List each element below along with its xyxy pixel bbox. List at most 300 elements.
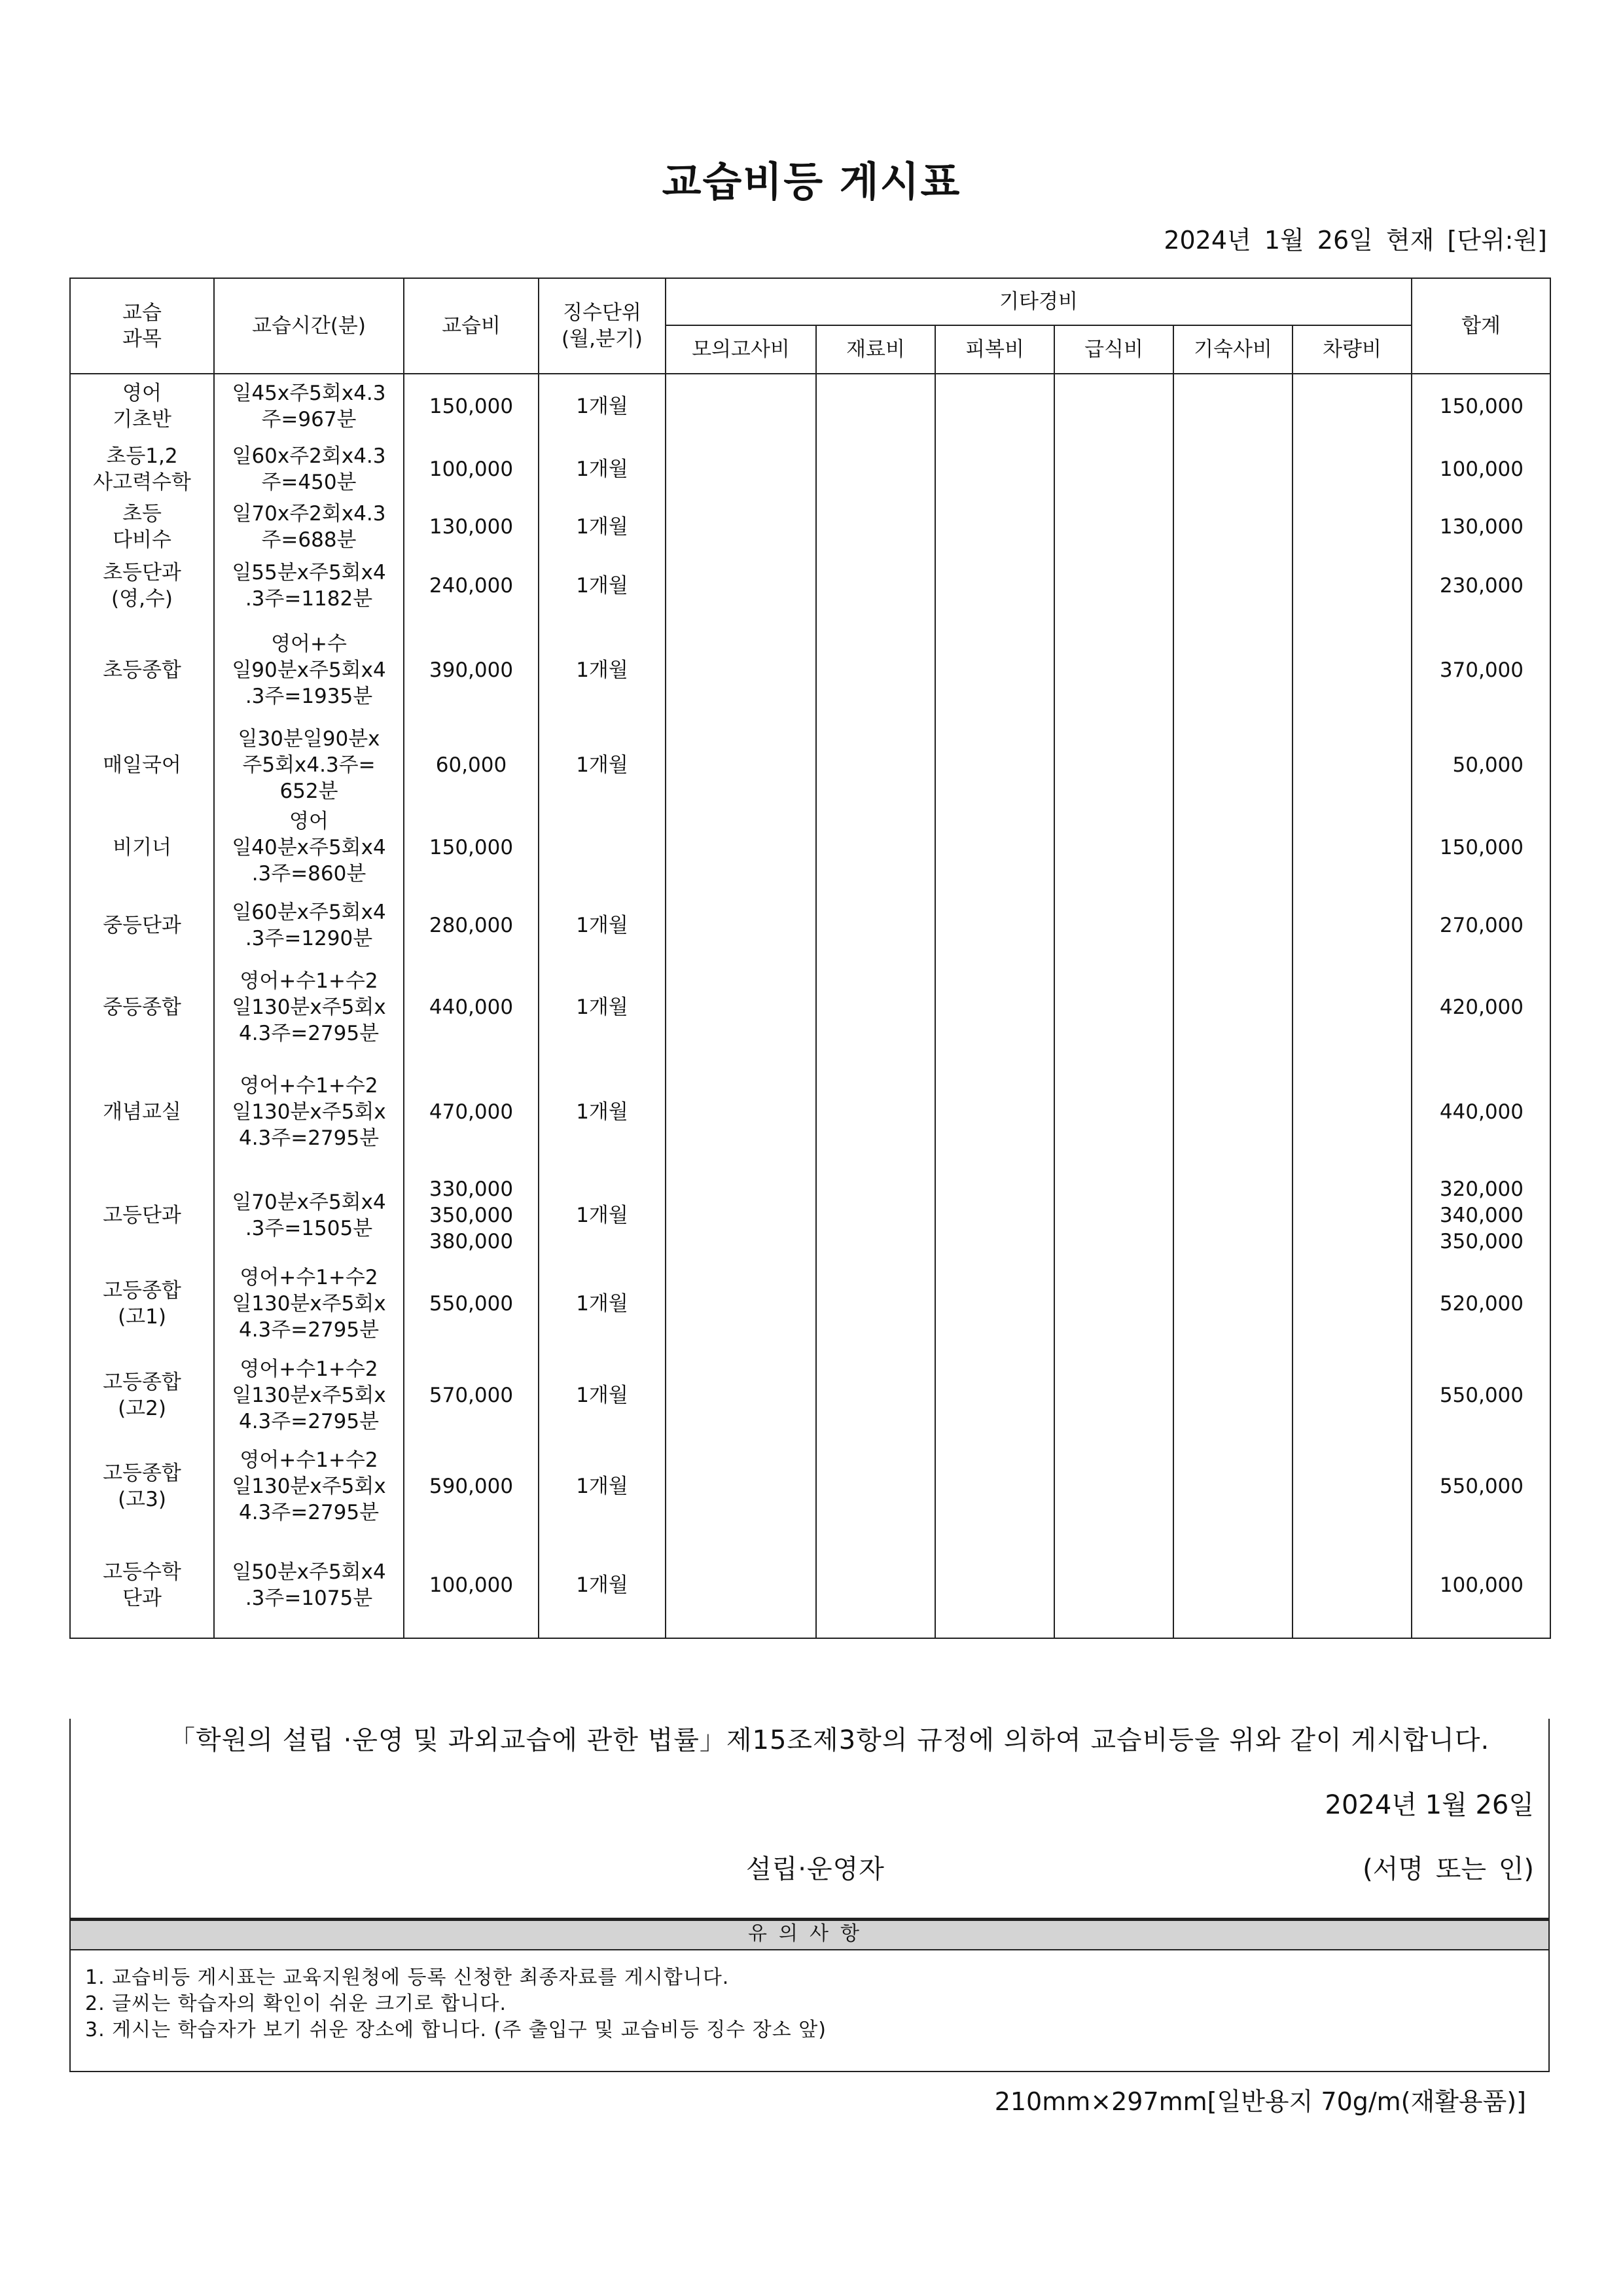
cell-other-expense (666, 722, 816, 808)
cell-other-expense (1173, 1441, 1293, 1532)
cell-time (214, 619, 404, 722)
cell-time-line: 주=688분 (261, 528, 357, 552)
cell-other-expense (1293, 1174, 1412, 1257)
cell-other-expense (1054, 1174, 1173, 1257)
cell-time-line: 일60분x주5회x4 (232, 901, 386, 924)
cell-other-expense (666, 438, 816, 501)
cell-other-expense (1173, 1174, 1293, 1257)
cell-total-line: 150,000 (1439, 836, 1524, 859)
cell-other-expense (1173, 1350, 1293, 1441)
cell-subject (70, 374, 214, 438)
cell-time-line: 영어+수 (271, 632, 347, 656)
cell-time (214, 887, 404, 964)
cell-other-expense (1293, 553, 1412, 619)
cell-other-expense (1173, 887, 1293, 964)
cell-fee (404, 1350, 539, 1441)
cell-total (1412, 887, 1550, 964)
cell-time-line: 일55분x주5회x4 (232, 561, 386, 584)
header-unit: 징수단위 (월,분기) (539, 278, 666, 374)
cell-other-expense (1173, 1532, 1293, 1638)
cell-other-expense (935, 1174, 1054, 1257)
table-row (70, 1350, 1550, 1441)
cell-subject (70, 1350, 214, 1441)
cell-total-line: 150,000 (1439, 394, 1524, 418)
cell-subject (70, 438, 214, 501)
cell-time-line: 일40분x주5회x4 (232, 836, 386, 859)
cell-subject (70, 808, 214, 887)
cell-time (214, 1350, 404, 1441)
cell-subject (70, 887, 214, 964)
cell-unit: 1개월 (539, 1350, 666, 1441)
fee-table (69, 278, 1551, 1639)
cell-time-line: 일70분x주5회x4 (232, 1191, 386, 1214)
cell-other-expense (816, 1050, 935, 1174)
cell-total (1412, 808, 1550, 887)
cell-time-line: .3주=1935분 (245, 685, 373, 708)
cell-time-line: .3주=1290분 (245, 927, 373, 950)
cell-total-line: 350,000 (1439, 1230, 1524, 1253)
header-clothing: 피복비 (935, 325, 1054, 374)
cell-fee (404, 1441, 539, 1532)
caution-title: 유의사항 (69, 1918, 1550, 1950)
cell-time-line: 주=967분 (261, 407, 357, 431)
cell-subject (70, 1050, 214, 1174)
cell-other-expense (666, 1350, 816, 1441)
cell-time (214, 1532, 404, 1638)
cell-other-expense (1293, 722, 1412, 808)
cell-fee (404, 619, 539, 722)
cell-other-expense (816, 808, 935, 887)
cell-other-expense (935, 1441, 1054, 1532)
header-total: 합계 (1412, 278, 1550, 374)
cell-unit: 1개월 (539, 1441, 666, 1532)
cell-other-expense (1054, 438, 1173, 501)
cell-other-expense (666, 1441, 816, 1532)
table-row (70, 808, 1550, 887)
cell-fee-line: 390,000 (429, 658, 514, 682)
cell-other-expense (1054, 501, 1173, 553)
header-materials: 재료비 (816, 325, 935, 374)
cell-time-line: 일90분x주5회x4 (232, 658, 386, 682)
cell-subject-line: 비기너 (113, 836, 171, 859)
cell-fee-line: 150,000 (429, 836, 514, 859)
cell-unit: 1개월 (539, 374, 666, 438)
cell-total-line: 340,000 (1439, 1204, 1524, 1227)
cell-other-expense (1293, 1532, 1412, 1638)
cell-other-expense (1173, 553, 1293, 619)
cell-fee (404, 964, 539, 1050)
cell-time (214, 722, 404, 808)
cell-total-line: 270,000 (1439, 914, 1524, 937)
cell-subject-line: 개념교실 (103, 1100, 181, 1124)
cell-fee-line: 100,000 (429, 457, 514, 481)
cell-other-expense (1293, 501, 1412, 553)
table-row (70, 1174, 1550, 1257)
cell-subject-line: 고등종합 (103, 1279, 181, 1302)
header-dormitory: 기숙사비 (1173, 325, 1293, 374)
cell-subject-line: 고등종합 (103, 1462, 181, 1485)
cell-total-line: 100,000 (1439, 1573, 1524, 1597)
cell-time-line: 652분 (279, 780, 338, 803)
cell-total-line: 100,000 (1439, 457, 1524, 481)
cell-fee-line: 150,000 (429, 394, 514, 418)
notice-date: 2024년 1월 26일 (1325, 1790, 1534, 1820)
cell-fee-line: 440,000 (429, 996, 514, 1019)
cell-total (1412, 619, 1550, 722)
cell-time-line: 일130분x주5회x (232, 996, 386, 1019)
table-row (70, 619, 1550, 722)
cell-time (214, 964, 404, 1050)
cell-unit: 1개월 (539, 722, 666, 808)
header-vehicle: 차량비 (1293, 325, 1412, 374)
cell-total (1412, 1532, 1550, 1638)
cell-other-expense (935, 887, 1054, 964)
table-row (70, 1050, 1550, 1174)
caution-item: 2. 글씨는 학습자의 확인이 쉬운 크기로 합니다. (85, 1992, 507, 2015)
cell-subject-line: 영어 (122, 381, 162, 405)
cell-other-expense (666, 1050, 816, 1174)
cell-time-line: 일60x주2회x4.3 (232, 444, 386, 468)
cell-total-line: 230,000 (1439, 574, 1524, 598)
cell-time-line: 영어+수1+수2 (240, 969, 378, 993)
cell-fee (404, 374, 539, 438)
cell-subject-line: 사고력수학 (93, 471, 191, 494)
cell-total (1412, 722, 1550, 808)
cell-other-expense (935, 501, 1054, 553)
cell-fee (404, 438, 539, 501)
cell-other-expense (666, 964, 816, 1050)
cell-other-expense (816, 722, 935, 808)
cell-fee (404, 1050, 539, 1174)
cell-other-expense (1173, 619, 1293, 722)
cell-total (1412, 553, 1550, 619)
cell-other-expense (1173, 1257, 1293, 1350)
cell-time-line: 영어+수1+수2 (240, 1074, 378, 1098)
cell-subject (70, 1532, 214, 1638)
cell-time (214, 1257, 404, 1350)
cell-other-expense (1173, 964, 1293, 1050)
cell-subject-line: (고1) (118, 1305, 166, 1329)
notice-box (69, 1719, 1550, 1920)
cell-other-expense (1054, 1350, 1173, 1441)
cell-time-line: .3주=1505분 (245, 1217, 373, 1240)
cell-time-line: 4.3주=2795분 (238, 1501, 380, 1524)
cell-time-line: 일130분x주5회x (232, 1292, 386, 1316)
cell-subject-line: 초등1,2 (106, 444, 178, 468)
cell-fee-line: 330,000 (429, 1177, 514, 1201)
cell-other-expense (666, 374, 816, 438)
cell-other-expense (1173, 501, 1293, 553)
cell-unit: 1개월 (539, 1257, 666, 1350)
cell-other-expense (1293, 438, 1412, 501)
cell-fee-line: 590,000 (429, 1475, 514, 1498)
cell-subject-line: 기초반 (113, 407, 171, 431)
cell-total (1412, 964, 1550, 1050)
cell-unit (539, 808, 666, 887)
cell-time-line: 4.3주=2795분 (238, 1318, 380, 1342)
cell-other-expense (666, 501, 816, 553)
cell-other-expense (1054, 722, 1173, 808)
cell-total (1412, 1174, 1550, 1257)
table-row (70, 722, 1550, 808)
cell-other-expense (935, 1257, 1054, 1350)
cell-time-line: 4.3주=2795분 (238, 1022, 380, 1045)
cell-other-expense (1293, 1441, 1412, 1532)
table-row (70, 1532, 1550, 1638)
cell-other-expense (1293, 964, 1412, 1050)
cell-other-expense (935, 1532, 1054, 1638)
table-row (70, 1441, 1550, 1532)
current-date-unit: 2024년 1월 26일 현재 [단위:원] (1164, 226, 1547, 255)
cell-fee (404, 808, 539, 887)
cell-unit: 1개월 (539, 887, 666, 964)
cell-total-line: 550,000 (1439, 1384, 1524, 1407)
cell-total (1412, 438, 1550, 501)
cell-other-expense (935, 1350, 1054, 1441)
cell-subject-line: 초등단과 (103, 561, 181, 584)
cell-total-line: 550,000 (1439, 1475, 1524, 1498)
cell-other-expense (816, 1257, 935, 1350)
cell-other-expense (666, 1174, 816, 1257)
cell-total-line: 370,000 (1439, 658, 1524, 682)
cell-subject-line: 단과 (122, 1586, 162, 1610)
cell-fee-line: 570,000 (429, 1384, 514, 1407)
cell-total (1412, 1257, 1550, 1350)
cell-fee-line: 130,000 (429, 515, 514, 539)
operator-label: 설립·운영자 (746, 1854, 885, 1884)
cell-subject-line: 고등종합 (103, 1371, 181, 1394)
header-fee: 교습비 (404, 278, 539, 374)
cell-subject-line: 초등 (122, 502, 162, 526)
caution-item: 1. 교습비등 게시표는 교육지원청에 등록 신청한 최종자료를 게시합니다. (85, 1966, 730, 1989)
cell-total (1412, 1350, 1550, 1441)
header-mock-exam: 모의고사비 (666, 325, 816, 374)
cell-fee-line: 550,000 (429, 1292, 514, 1316)
header-meals: 급식비 (1054, 325, 1173, 374)
cell-subject-line: 고등수학 (103, 1560, 181, 1584)
cell-total-line: 50,000 (1452, 753, 1524, 777)
cell-time (214, 501, 404, 553)
cell-time (214, 374, 404, 438)
cell-time-line: 일45x주5회x4.3 (232, 381, 386, 405)
cell-other-expense (1293, 808, 1412, 887)
cell-subject-line: 중등종합 (103, 996, 181, 1019)
cell-other-expense (816, 1532, 935, 1638)
cell-other-expense (816, 887, 935, 964)
cell-other-expense (816, 1441, 935, 1532)
cell-other-expense (935, 438, 1054, 501)
cell-total (1412, 501, 1550, 553)
cell-other-expense (1173, 438, 1293, 501)
cell-other-expense (1293, 619, 1412, 722)
cell-time-line: 일130분x주5회x (232, 1100, 386, 1124)
cell-subject-line: 중등단과 (103, 914, 181, 937)
table-row (70, 964, 1550, 1050)
cell-fee-line: 240,000 (429, 574, 514, 598)
cell-other-expense (816, 964, 935, 1050)
cell-other-expense (935, 553, 1054, 619)
header-time: 교습시간(분) (214, 278, 404, 374)
cell-unit: 1개월 (539, 501, 666, 553)
cell-total-line: 320,000 (1439, 1177, 1524, 1201)
cell-time (214, 553, 404, 619)
cell-other-expense (1173, 722, 1293, 808)
table-row (70, 438, 1550, 501)
cell-other-expense (1054, 887, 1173, 964)
cell-subject-line: 매일국어 (103, 753, 181, 777)
cell-other-expense (1293, 374, 1412, 438)
cell-time-line: .3주=1075분 (245, 1586, 373, 1610)
cell-unit: 1개월 (539, 964, 666, 1050)
cell-time-line: .3주=1182분 (245, 587, 373, 611)
cell-other-expense (1054, 1532, 1173, 1638)
cell-subject (70, 1257, 214, 1350)
cell-time (214, 1441, 404, 1532)
cell-time (214, 438, 404, 501)
cell-fee-line: 60,000 (435, 753, 507, 777)
cell-unit: 1개월 (539, 619, 666, 722)
cell-other-expense (1293, 1050, 1412, 1174)
cell-time-line: 일130분x주5회x (232, 1384, 386, 1407)
cell-time-line: 영어+수1+수2 (240, 1357, 378, 1381)
cell-time-line: 4.3주=2795분 (238, 1410, 380, 1433)
caution-list (69, 1950, 1550, 2072)
cell-other-expense (1054, 553, 1173, 619)
cell-subject (70, 553, 214, 619)
cell-other-expense (666, 887, 816, 964)
cell-total (1412, 1050, 1550, 1174)
cell-time-line: 일70x주2회x4.3 (232, 502, 386, 526)
cell-total (1412, 374, 1550, 438)
cell-subject (70, 501, 214, 553)
cell-time (214, 1050, 404, 1174)
cell-time (214, 1174, 404, 1257)
cell-fee-line: 380,000 (429, 1230, 514, 1253)
cell-other-expense (666, 808, 816, 887)
cell-other-expense (935, 964, 1054, 1050)
cell-subject (70, 619, 214, 722)
cell-other-expense (1054, 374, 1173, 438)
cell-time-line: 주5회x4.3주= (242, 753, 376, 777)
cell-subject-line: (영,수) (111, 587, 173, 611)
cell-subject-line: (고3) (118, 1488, 166, 1511)
cell-other-expense (816, 553, 935, 619)
cell-fee (404, 722, 539, 808)
cell-time (214, 808, 404, 887)
table-row (70, 887, 1550, 964)
cell-other-expense (935, 1050, 1054, 1174)
cell-unit: 1개월 (539, 1532, 666, 1638)
header-other-expenses: 기타경비 (666, 278, 1412, 325)
cell-total-line: 130,000 (1439, 515, 1524, 539)
cell-fee (404, 1257, 539, 1350)
cell-other-expense (1054, 1050, 1173, 1174)
cell-other-expense (935, 808, 1054, 887)
cell-other-expense (816, 619, 935, 722)
cell-subject-line: 다비수 (113, 528, 171, 552)
cell-fee (404, 553, 539, 619)
cell-subject (70, 722, 214, 808)
cell-other-expense (1054, 619, 1173, 722)
cell-other-expense (935, 619, 1054, 722)
cell-time-line: 영어 (289, 810, 329, 833)
paper-spec: 210mm×297mm[일반용지 70g/m(재활용품)] (994, 2087, 1526, 2116)
cell-time-line: 영어+수1+수2 (240, 1448, 378, 1472)
cell-total-line: 420,000 (1439, 996, 1524, 1019)
cell-time-line: 4.3주=2795분 (238, 1126, 380, 1150)
cell-fee-line: 100,000 (429, 1573, 514, 1597)
table-row (70, 374, 1550, 438)
signature-label: (서명 또는 인) (1363, 1854, 1534, 1884)
cell-total (1412, 1441, 1550, 1532)
cell-time-line: 일130분x주5회x (232, 1475, 386, 1498)
cell-other-expense (1054, 964, 1173, 1050)
cell-subject-line: 초등종합 (103, 658, 181, 682)
cell-fee (404, 887, 539, 964)
cell-other-expense (666, 1532, 816, 1638)
cell-other-expense (816, 374, 935, 438)
cell-subject (70, 964, 214, 1050)
header-subject: 교습 과목 (70, 278, 214, 374)
cell-other-expense (666, 619, 816, 722)
cell-other-expense (816, 438, 935, 501)
cell-time-line: 주=450분 (261, 471, 357, 494)
cell-other-expense (666, 1257, 816, 1350)
cell-other-expense (935, 722, 1054, 808)
page-title: 교습비등 게시표 (662, 158, 961, 206)
cell-other-expense (816, 1174, 935, 1257)
cell-other-expense (816, 501, 935, 553)
cell-unit: 1개월 (539, 553, 666, 619)
cell-fee-line: 470,000 (429, 1100, 514, 1124)
cell-fee (404, 1174, 539, 1257)
cell-other-expense (1293, 1257, 1412, 1350)
cell-other-expense (1173, 808, 1293, 887)
cell-subject-line: (고2) (118, 1397, 166, 1420)
cell-time-line: 영어+수1+수2 (240, 1266, 378, 1289)
cell-time-line: 일30분일90분x (238, 727, 380, 751)
cell-unit: 1개월 (539, 1174, 666, 1257)
cell-other-expense (1293, 1350, 1412, 1441)
cell-other-expense (1173, 374, 1293, 438)
cell-time-line: .3주=860분 (251, 862, 366, 886)
cell-other-expense (1293, 887, 1412, 964)
notice-text: 「학원의 설립 ·운영 및 과외교습에 관한 법률」제15조제3항의 규정에 의하여 교습비등을 위와 같이 게시합니다. (169, 1725, 1490, 1755)
cell-fee-line: 280,000 (429, 914, 514, 937)
cell-unit: 1개월 (539, 1050, 666, 1174)
cell-other-expense (816, 1350, 935, 1441)
cell-subject (70, 1441, 214, 1532)
cell-fee (404, 1532, 539, 1638)
table-row (70, 1257, 1550, 1350)
cell-other-expense (1054, 808, 1173, 887)
cell-fee-line: 350,000 (429, 1204, 514, 1227)
table-row (70, 501, 1550, 553)
cell-other-expense (935, 374, 1054, 438)
cell-subject (70, 1174, 214, 1257)
cell-other-expense (1054, 1441, 1173, 1532)
cell-unit: 1개월 (539, 438, 666, 501)
fee-table-body (70, 374, 1550, 1638)
caution-item: 3. 게시는 학습자가 보기 쉬운 장소에 합니다. (주 출입구 및 교습비등 징수 장소 앞) (85, 2018, 827, 2041)
cell-total-line: 520,000 (1439, 1292, 1524, 1316)
cell-subject-line: 고등단과 (103, 1204, 181, 1227)
cell-other-expense (1054, 1257, 1173, 1350)
cell-fee (404, 501, 539, 553)
cell-total-line: 440,000 (1439, 1100, 1524, 1124)
table-row (70, 553, 1550, 619)
cell-other-expense (1173, 1050, 1293, 1174)
